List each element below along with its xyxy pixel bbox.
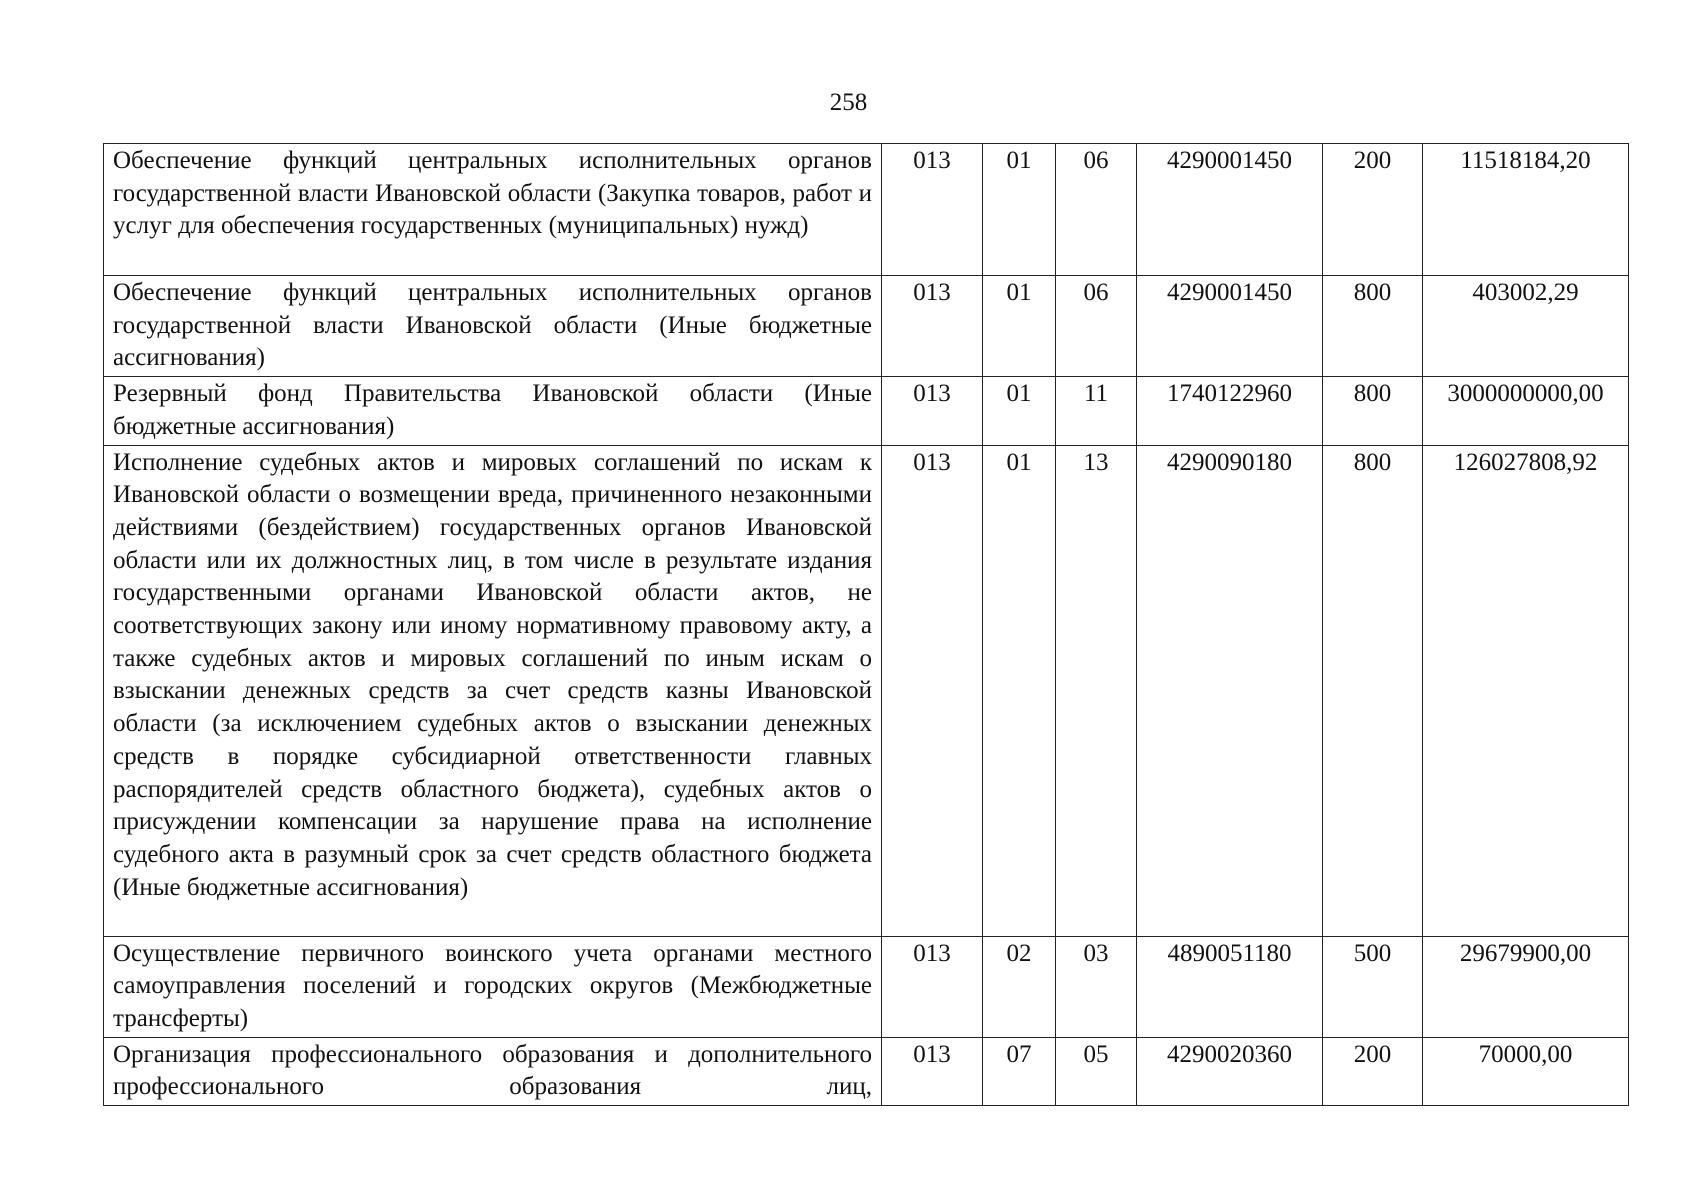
expense-type-cell: 800 <box>1323 276 1423 377</box>
ministry-code-cell: 013 <box>882 1037 983 1105</box>
expense-name-cell: Организация профессионального образования и дополнительного профессионального образования лиц, <box>104 1037 882 1105</box>
table-row <box>104 276 1629 377</box>
expense-name-cell: Обеспечение функций центральных исполнительных органов государственной власти Ивановской области (Закупка товаров, работ и услуг для обеспечения государственных (муниципальных) нужд) <box>104 144 882 276</box>
subsection-code-cell: 13 <box>1056 445 1137 936</box>
expense-type-cell: 800 <box>1323 377 1423 445</box>
amount-cell: 3000000000,00 <box>1423 377 1629 445</box>
target-article-cell: 4890051180 <box>1137 936 1323 1037</box>
section-code-cell: 01 <box>983 144 1056 276</box>
table-row <box>104 377 1629 445</box>
target-article-cell: 4290001450 <box>1137 144 1323 276</box>
expense-name-cell: Обеспечение функций центральных исполнительных органов государственной власти Ивановской области (Иные бюджетные ассигнования) <box>104 276 882 377</box>
table-row <box>104 445 1629 936</box>
subsection-code-cell: 06 <box>1056 144 1137 276</box>
target-article-cell: 4290020360 <box>1137 1037 1323 1105</box>
expense-type-cell: 200 <box>1323 1037 1423 1105</box>
section-code-cell: 02 <box>983 936 1056 1037</box>
expense-type-cell: 200 <box>1323 144 1423 276</box>
subsection-code-cell: 03 <box>1056 936 1137 1037</box>
subsection-code-cell: 06 <box>1056 276 1137 377</box>
ministry-code-cell: 013 <box>882 276 983 377</box>
expense-type-cell: 800 <box>1323 445 1423 936</box>
expense-type-cell: 500 <box>1323 936 1423 1037</box>
section-code-cell: 01 <box>983 445 1056 936</box>
expense-name-cell: Резервный фонд Правительства Ивановской области (Иные бюджетные ассигнования) <box>104 377 882 445</box>
table-row <box>104 936 1629 1037</box>
page-number: 258 <box>829 89 868 116</box>
expense-name-cell: Исполнение судебных актов и мировых соглашений по искам к Ивановской области о возмещении вреда, причиненного незаконными действиями (бездействием) государственных органов Ивановской области или их должностных лиц, в том числе в результате издания государственными органами Ивановской области актов, не соответствующих закону или иному нормативному правовому акту, а также судебных актов и мировых соглашений по иным искам о взыскании денежных средств за счет средств казны Ивановской области (за исключением судебных актов о взыскании денежных средств в порядке субсидиарной ответственности главных распорядителей средств областного бюджета), судебных актов о присуждении компенсации за нарушение права на исполнение судебного акта в разумный срок за счет средств областного бюджета (Иные бюджетные ассигнования) <box>104 445 882 936</box>
ministry-code-cell: 013 <box>882 445 983 936</box>
table-row <box>104 144 1629 276</box>
amount-cell: 29679900,00 <box>1423 936 1629 1037</box>
subsection-code-cell: 11 <box>1056 377 1137 445</box>
amount-cell: 11518184,20 <box>1423 144 1629 276</box>
ministry-code-cell: 013 <box>882 144 983 276</box>
section-code-cell: 01 <box>983 377 1056 445</box>
section-code-cell: 01 <box>983 276 1056 377</box>
ministry-code-cell: 013 <box>882 936 983 1037</box>
target-article-cell: 4290090180 <box>1137 445 1323 936</box>
target-article-cell: 4290001450 <box>1137 276 1323 377</box>
subsection-code-cell: 05 <box>1056 1037 1137 1105</box>
amount-cell: 70000,00 <box>1423 1037 1629 1105</box>
expense-name-cell: Осуществление первичного воинского учета органами местного самоуправления поселений и городских округов (Межбюджетные трансферты) <box>104 936 882 1037</box>
table-row <box>104 1037 1629 1105</box>
section-code-cell: 07 <box>983 1037 1056 1105</box>
amount-cell: 403002,29 <box>1423 276 1629 377</box>
budget-table <box>103 143 1629 1106</box>
amount-cell: 126027808,92 <box>1423 445 1629 936</box>
target-article-cell: 1740122960 <box>1137 377 1323 445</box>
ministry-code-cell: 013 <box>882 377 983 445</box>
